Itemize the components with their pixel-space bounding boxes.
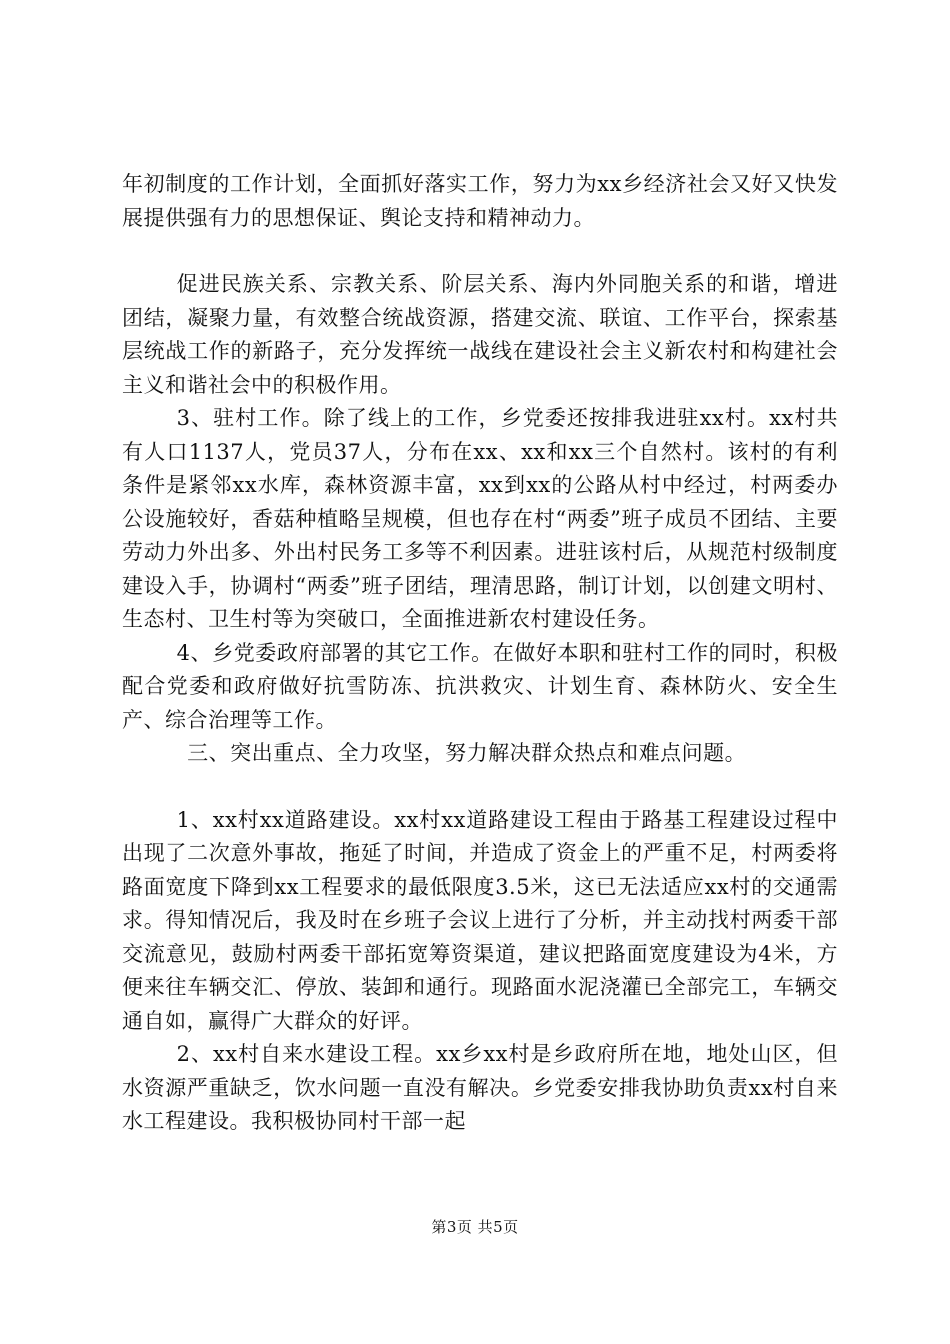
paragraph-4: 4、乡党委政府部署的其它工作。在做好本职和驻村工作的同时，积极配合党委和政府做好抗雪防冻、抗洪救灾、计划生育、森林防火、安全生产、综合治理等工作。 <box>122 640 838 732</box>
page-number-footer: 第3页 共5页 <box>431 1218 519 1236</box>
paragraph-3: 3、驻村工作。除了线上的工作，乡党委还按排我进驻xx村。xx村共有人口1137人，党员37人，分布在xx、xx和xx三个自然村。该村的有利条件是紧邻xx水库，森林资源丰富，xx到xx的公路从村中经过，村两委办公设施较好，香菇种植略呈规模，但也存在村“两委”班子成员不团结、主要劳动力外出多、外出村民务工多等不利因素。进驻该村后，从规范村级制度建设入手，协调村“两委”班子团结，理清思路，制订计划，以创建文明村、生态村、卫生村等为突破口，全面推进新农村建设任务。 <box>122 406 838 631</box>
document-body <box>122 168 838 1139</box>
paragraph-6: 2、xx村自来水建设工程。xx乡xx村是乡政府所在地，地处山区，但水资源严重缺乏，饮水问题一直没有解决。乡党委安排我协助负责xx村自来水工程建设。我积极协同村干部一起 <box>122 1042 838 1133</box>
paragraph-2: 促进民族关系、宗教关系、阶层关系、海内外同胞关系的和谐，增进团结，凝聚力量，有效整合统战资源，搭建交流、联谊、工作平台，探索基层统战工作的新路子，充分发挥统一战线在建设社会主义新农村和构建社会主义和谐社会中的积极作用。 <box>122 272 838 397</box>
paragraph-5: 1、xx村xx道路建设。xx村xx道路建设工程由于路基工程建设过程中出现了二次意外事故，拖延了时间，并造成了资金上的严重不足，村两委将路面宽度下降到xx工程要求的最低限度3.5米，这已无法适应xx村的交通需求。得知情况后，我及时在乡班子会议上进行了分析，并主动找村两委干部交流意见，鼓励村两委干部拓宽筹资渠道，建议把路面宽度建设为4米，方便来往车辆交汇、停放、装卸和通行。现路面水泥浇灌已全部完工，车辆交通自如，赢得广大群众的好评。 <box>122 807 838 1033</box>
section-heading: 三、突出重点、全力攻坚，努力解决群众热点和难点问题。 <box>187 741 747 765</box>
paragraph-1: 年初制度的工作计划，全面抓好落实工作，努力为xx乡经济社会又好又快发展提供强有力的思想保证、舆论支持和精神动力。 <box>122 172 838 230</box>
